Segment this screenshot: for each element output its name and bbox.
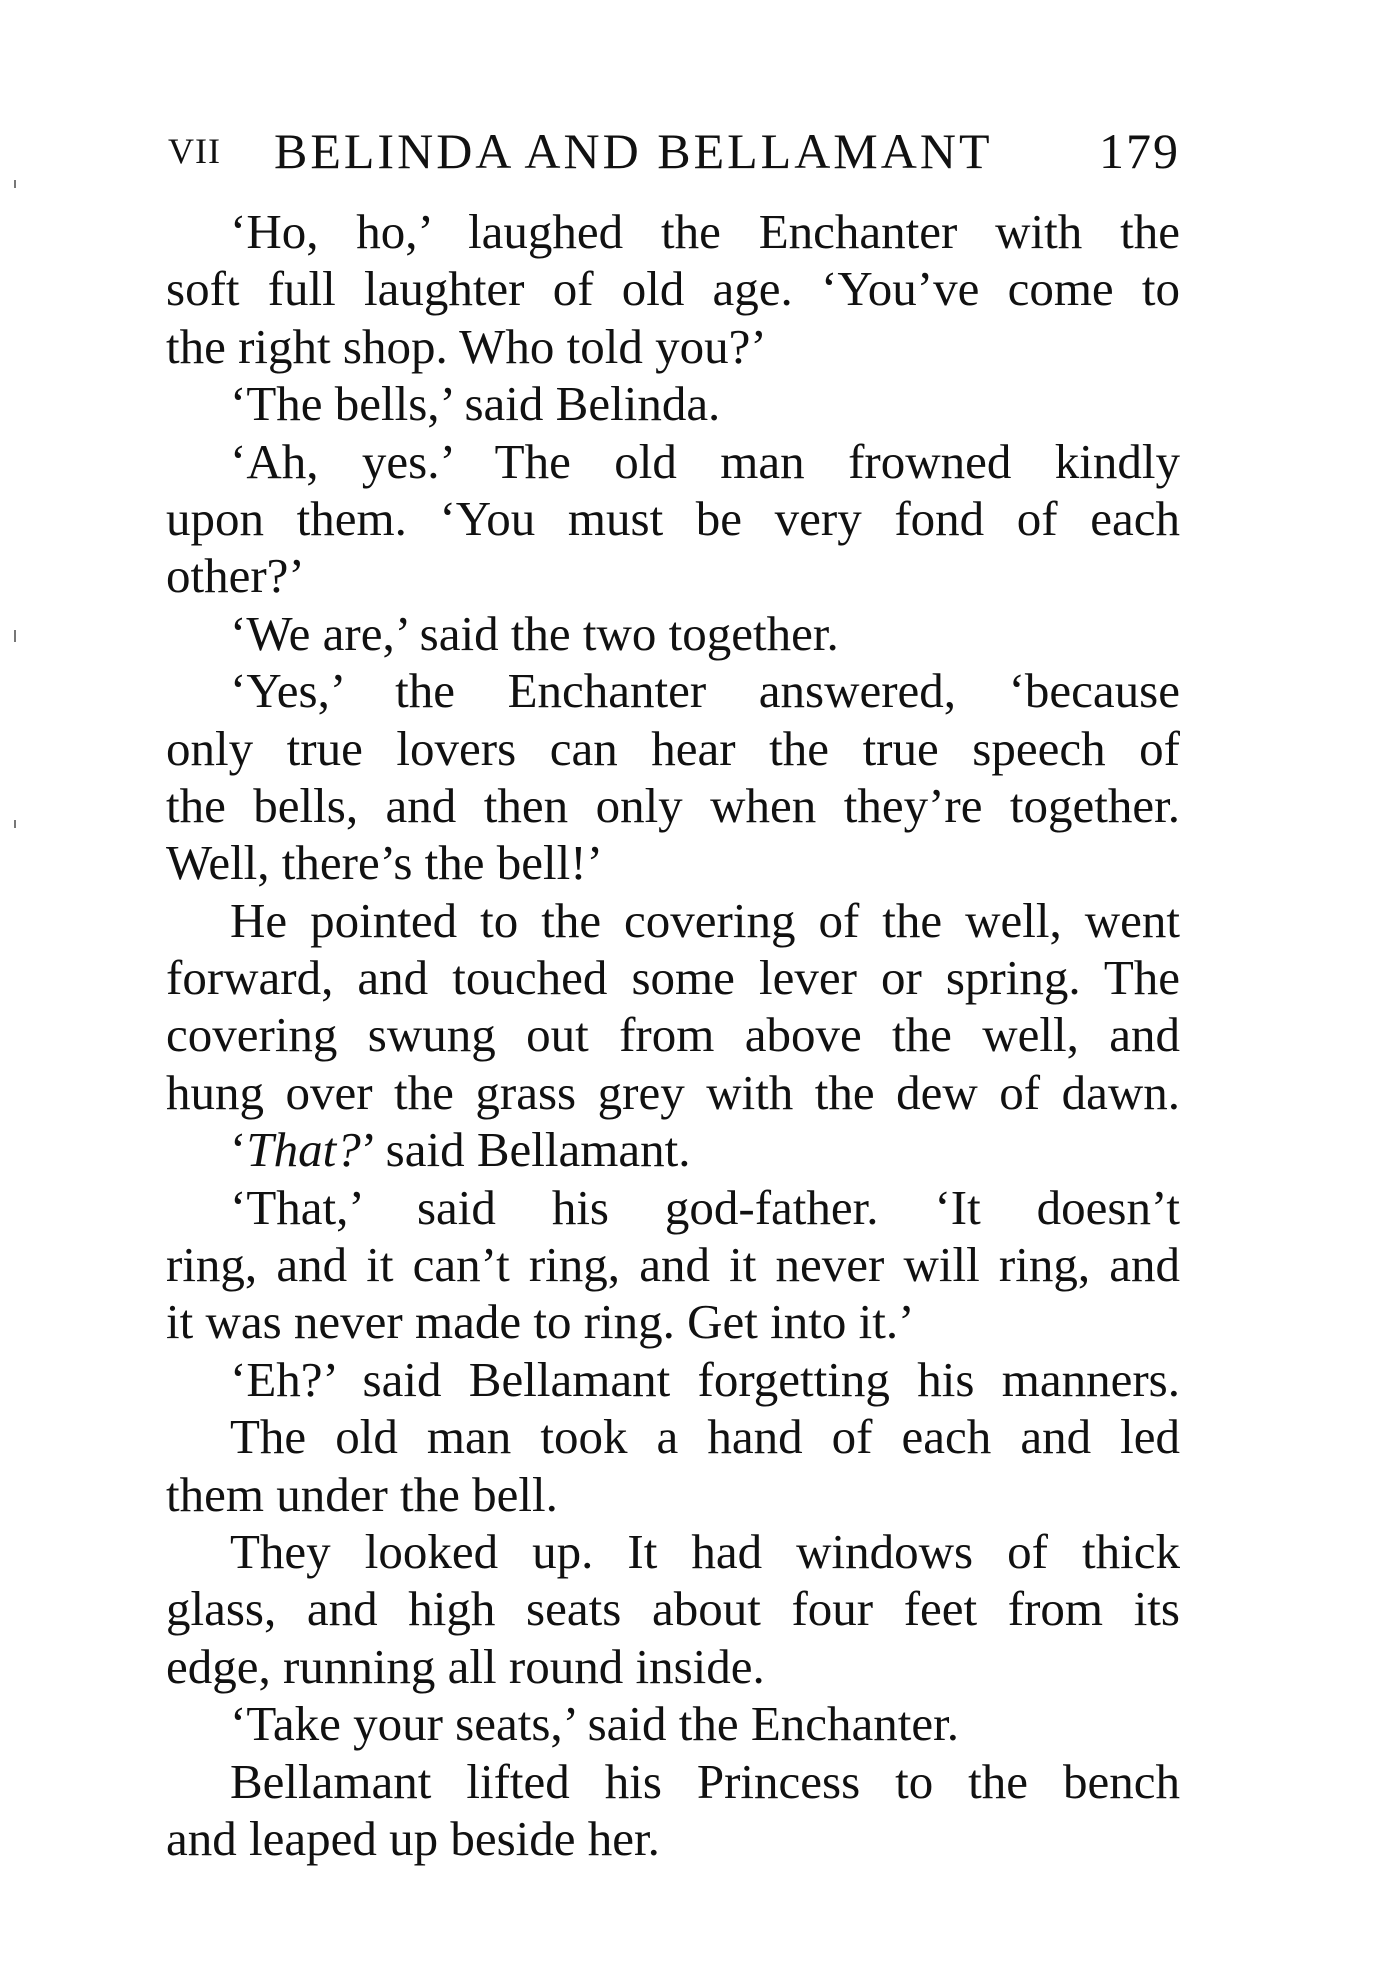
text-line: soft full laughter of old age. ‘You’ve come to xyxy=(166,261,1180,317)
text-line: The old man took a hand of each and led xyxy=(230,1409,1180,1465)
text-line: Bellamant lifted his Princess to the bench xyxy=(230,1753,1180,1809)
text-line: ‘Ho, ho,’ laughed the Enchanter with the xyxy=(230,204,1180,259)
text-line: only true lovers can hear the true speech of xyxy=(166,720,1180,776)
chapter-number: VII xyxy=(168,131,221,171)
text-line: other?’ xyxy=(166,548,305,604)
text-line: ‘Ah, yes.’ The old man frowned kindly xyxy=(230,433,1180,489)
margin-speck xyxy=(14,180,16,188)
text-line: ‘We are,’ said the two together. xyxy=(230,605,839,661)
line-rest: ’ said Bellamant. xyxy=(360,1122,691,1178)
text-line: covering swung out from above the well, and xyxy=(166,1007,1180,1063)
text-line: ‘That,’ said his god-father. ‘It doesn’t xyxy=(230,1179,1180,1235)
margin-speck xyxy=(14,630,16,642)
text-line xyxy=(166,1121,1180,1178)
text-line: forward, and touched some lever or spring. The xyxy=(166,950,1180,1006)
text-line: ‘The bells,’ said Belinda. xyxy=(230,376,721,432)
text-line: hung over the grass grey with the dew of dawn. xyxy=(166,1064,1180,1120)
text-line: the right shop. Who told you?’ xyxy=(166,318,767,374)
text-line: edge, running all round inside. xyxy=(166,1638,765,1694)
text-line: They looked up. It had windows of thick xyxy=(230,1523,1180,1579)
text-line: upon them. ‘You must be very fond of each xyxy=(166,490,1180,546)
text-line: Well, there’s the bell!’ xyxy=(166,835,603,891)
text-line: them under the bell. xyxy=(166,1466,558,1522)
text-line: and leaped up beside her. xyxy=(166,1810,660,1866)
margin-speck xyxy=(14,820,16,828)
body-text xyxy=(166,203,1180,1867)
text-line: the bells, and then only when they’re together. xyxy=(166,777,1180,833)
text-line: ‘Eh?’ said Bellamant forgetting his manners. xyxy=(230,1351,1180,1407)
running-head xyxy=(168,118,1180,184)
chapter-title: BELINDA AND BELLAMANT xyxy=(274,123,993,179)
page-number: 179 xyxy=(1099,123,1180,179)
text-line: glass, and high seats about four feet from its xyxy=(166,1581,1180,1637)
text-line: He pointed to the covering of the well, went xyxy=(230,892,1180,948)
open-quote: ‘ xyxy=(230,1122,247,1178)
text-line: ‘Yes,’ the Enchanter answered, ‘because xyxy=(230,663,1180,719)
italic-word: That? xyxy=(246,1122,361,1178)
text-line: ‘Take your seats,’ said the Enchanter. xyxy=(230,1696,960,1752)
text-line: it was never made to ring. Get into it.’ xyxy=(166,1294,915,1350)
text-line: ring, and it can’t ring, and it never will ring, and xyxy=(166,1237,1180,1293)
